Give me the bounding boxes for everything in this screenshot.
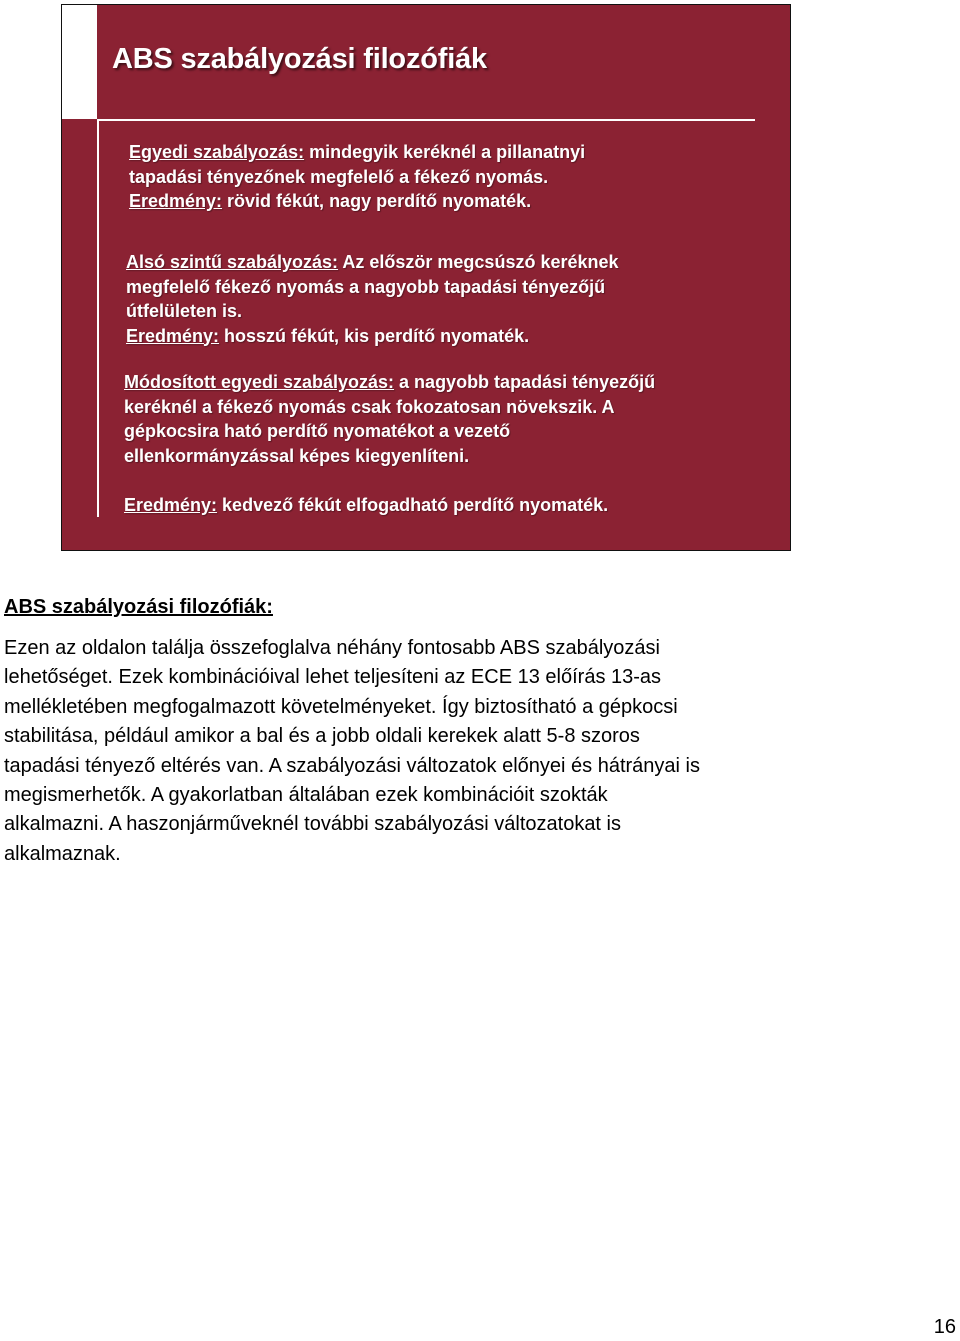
slide-text-line	[124, 444, 655, 469]
slide-text-segment: tapadási tényezőnek megfelelő a fékező nyomás.	[129, 166, 549, 187]
slide-text-line	[124, 395, 655, 420]
slide-text-segment: megfelelő fékező nyomás a nagyobb tapadási tényezőjű	[126, 276, 606, 297]
slide-text-line	[124, 419, 655, 444]
slide-text-line	[126, 250, 619, 275]
notes-heading: ABS szabályozási filozófiák:	[4, 596, 273, 618]
slide-term-label: Eredmény:	[124, 495, 218, 515]
notes-line: megismerhetők. A gyakorlatban általában ezek kombinációit szokták	[4, 784, 608, 807]
slide-text-segment: útfelületen is.	[126, 301, 243, 321]
slide-text-segment: ellenkormányzással képes kiegyenlíteni.	[124, 445, 470, 466]
slide-vertical-rule	[97, 119, 99, 517]
slide-text-segment: kedvező fékút elfogadható perdítő nyomaték.	[217, 495, 609, 515]
notes-line: stabilitása, például amikor a bal és a jobb oldali kerekek alatt 5-8 szoros	[4, 725, 640, 748]
slide-term-label: Módosított egyedi szabályozás:	[124, 372, 395, 392]
slide-text-segment: keréknél a fékező nyomás csak fokozatosan növekszik. A	[124, 396, 615, 417]
slide-text-line	[124, 493, 608, 518]
notes-line: alkalmaznak.	[4, 842, 121, 865]
slide-text-line	[129, 140, 585, 165]
slide-block-individual-control	[129, 140, 585, 214]
slide-text-line	[129, 165, 585, 190]
notes-line: lehetőséget. Ezek kombinációival lehet teljesíteni az ECE 13 előírás 13-as	[4, 666, 662, 689]
slide-text-segment: Az először megcsúszó keréknek	[338, 252, 619, 272]
notes-line: Ezen az oldalon találja összefoglalva néhány fontosabb ABS szabályozási	[4, 637, 660, 659]
slide-text-line	[126, 324, 619, 349]
notes-paragraph	[4, 634, 954, 869]
slide-term-label: Eredmény:	[126, 325, 220, 346]
slide-text-line	[124, 370, 655, 395]
notes-line: alkalmazni. A haszonjárműveknél további szabályozási változatokat is	[4, 813, 621, 836]
slide-term-label: Egyedi szabályozás:	[129, 142, 305, 162]
slide-text-segment: rövid fékút, nagy perdítő nyomaték.	[222, 191, 532, 211]
slide-text-segment: gépkocsira ható perdítő nyomatékot a vezető	[124, 421, 511, 441]
slide-term-label: Alsó szintű szabályozás:	[126, 252, 339, 272]
slide-text-line	[126, 275, 619, 300]
notes-line: mellékletében megfogalmazott követelményeket. Így biztosítható a gépkocsi	[4, 695, 678, 718]
slide-text-line	[126, 299, 619, 324]
slide-image	[61, 4, 791, 551]
slide-text-segment: a nagyobb tapadási tényezőjű	[394, 372, 656, 392]
slide-horizontal-rule	[97, 119, 755, 121]
slide-text-segment: hosszú fékút, kis perdítő nyomaték.	[219, 325, 530, 346]
slide-block-modified-individual-control	[124, 370, 655, 468]
slide-corner-panel	[62, 5, 97, 119]
page-number: 16	[933, 1316, 956, 1338]
slide-title: ABS szabályozási filozófiák	[112, 43, 487, 75]
slide-text-segment: mindegyik keréknél a pillanatnyi	[304, 142, 586, 162]
slide-term-label: Eredmény:	[129, 191, 223, 211]
slide-block-result	[124, 493, 608, 518]
slide-block-low-select-control	[126, 250, 619, 348]
notes-line: tapadási tényező eltérés van. A szabályozási változatok előnyei és hátrányai is	[4, 754, 700, 777]
slide-text-line	[129, 189, 585, 214]
